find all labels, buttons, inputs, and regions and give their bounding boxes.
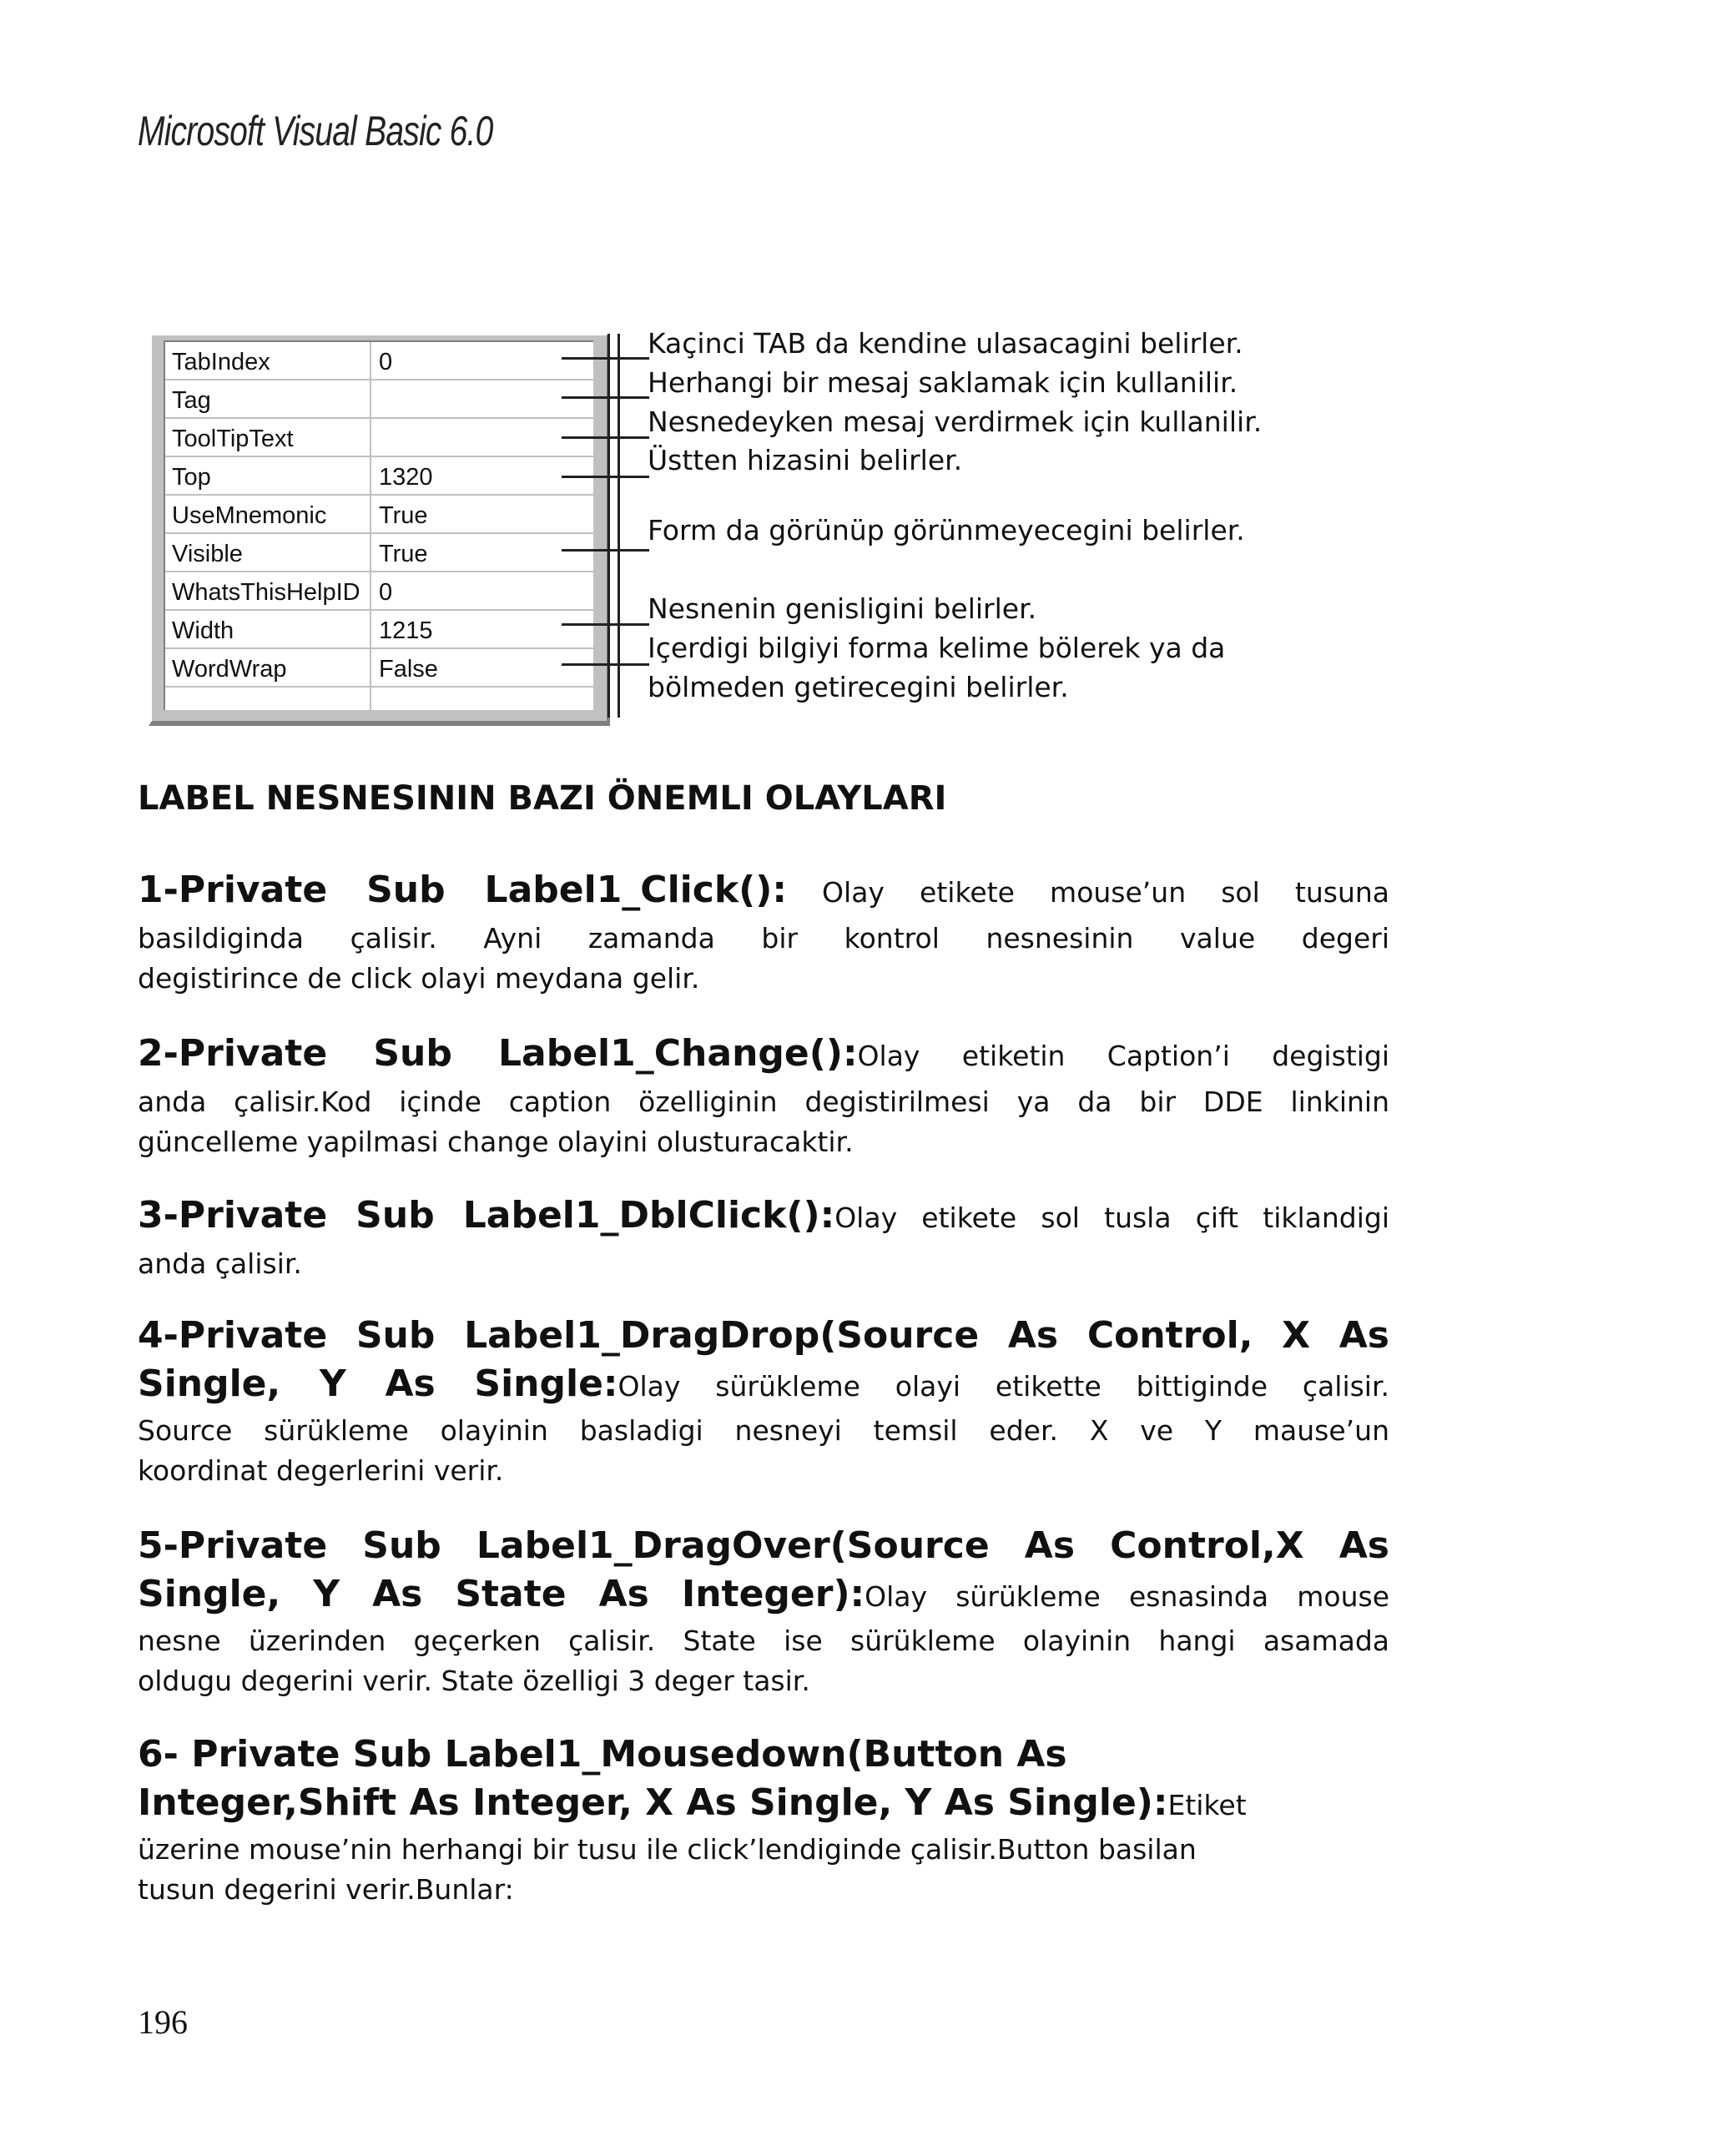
- property-row: [165, 419, 593, 457]
- event-signature: Integer,Shift As Integer, X As Single, Y As Single):: [138, 1781, 1168, 1824]
- event-description-line: güncelleme yapilmasi change olayini olusturacaktir.: [138, 1126, 854, 1158]
- event-description: Etiket: [1167, 1789, 1247, 1821]
- property-row: [165, 496, 593, 534]
- property-name: Visible: [172, 541, 243, 567]
- event-block-dblclick: [138, 1190, 1389, 1284]
- event-signature: 4-Private Sub Label1_DragDrop(Source As Control, X As: [138, 1314, 1389, 1357]
- event-signature: 3-Private Sub Label1_DblClick():: [138, 1194, 835, 1237]
- property-row: [165, 380, 593, 419]
- event-first-line: [138, 1028, 1389, 1082]
- property-row: [165, 457, 593, 496]
- event-signature: Single, Y As Single:: [138, 1363, 618, 1405]
- property-name: WhatsThisHelpID: [172, 579, 360, 606]
- property-value: True: [379, 541, 428, 567]
- connector-line: [562, 476, 649, 478]
- event-block-click: [138, 864, 1389, 999]
- property-value: True: [379, 502, 428, 529]
- callout-text: bölmeden getirecegini belirler.: [648, 671, 1069, 703]
- properties-window-screenshot: [149, 334, 610, 726]
- property-name: ToolTipText: [172, 426, 294, 452]
- connector-line: [562, 623, 649, 626]
- event-description-line: nesne üzerinden geçerken çalisir. State ise sürükleme olayinin hangi asamada: [138, 1625, 1389, 1657]
- property-row: [165, 649, 593, 688]
- event-description-line: oldugu degerini verir. State özelligi 3 deger tasir.: [138, 1665, 810, 1697]
- property-grid: [164, 340, 593, 710]
- event-first-line: [138, 1360, 1389, 1411]
- page-number: 196: [138, 2003, 188, 2041]
- connector-vertical: [618, 334, 620, 718]
- event-signature: 5-Private Sub Label1_DragOver(Source As Control,X As: [138, 1524, 1389, 1567]
- property-value: 1320: [379, 464, 433, 491]
- connector-line: [562, 357, 649, 360]
- connector-line: [562, 436, 649, 439]
- property-name: Tag: [172, 387, 211, 414]
- callout-text: Kaçinci TAB da kendine ulasacagini belirler.: [648, 327, 1243, 360]
- connector-line: [562, 663, 649, 666]
- property-value: 0: [379, 349, 393, 375]
- callout-text: Herhangi bir mesaj saklamak için kullanilir.: [648, 366, 1238, 399]
- event-description-line: tusun degerini verir.Bunlar:: [138, 1873, 514, 1906]
- event-block-change: [138, 1028, 1389, 1162]
- event-first-line: [138, 1779, 1389, 1830]
- event-description-line: Source sürükleme olayinin basladigi nesneyi temsil eder. X ve Y mause’un: [138, 1414, 1389, 1447]
- callout-text: Nesnedeyken mesaj verdirmek için kullanilir.: [648, 406, 1263, 438]
- callout-text: Form da görünüp görünmeyecegini belirler.: [648, 514, 1245, 547]
- event-description: Olay sürükleme esnasinda mouse: [865, 1580, 1389, 1613]
- property-row-empty: [165, 688, 593, 726]
- event-description-line: koordinat degerlerini verir.: [138, 1454, 504, 1487]
- event-signature: 2-Private Sub Label1_Change():: [138, 1032, 858, 1075]
- connector-vertical: [607, 334, 610, 718]
- section-heading: LABEL NESNESININ BAZI ÖNEMLI OLAYLARI: [138, 779, 947, 818]
- event-block-dragover: [138, 1522, 1389, 1701]
- event-description: Olay etikete mouse’un sol tusuna: [786, 876, 1390, 909]
- event-block-dragdrop: [138, 1312, 1389, 1491]
- event-signature: 1-Private Sub Label1_Click():: [138, 869, 787, 911]
- property-value: 0: [379, 579, 393, 606]
- event-first-line: [138, 864, 1389, 919]
- event-description: Olay sürükleme olayi etikette bittiginde çalisir.: [618, 1370, 1390, 1403]
- callout-text: Nesnenin genisligini belirler.: [648, 592, 1037, 625]
- running-header: Microsoft Visual Basic 6.0: [138, 108, 493, 154]
- event-description-line: anda çalisir.: [138, 1247, 302, 1280]
- connector-line: [562, 396, 649, 399]
- property-row: [165, 611, 593, 649]
- callout-text: Içerdigi bilgiyi forma kelime bölerek ya da: [648, 632, 1226, 664]
- callout-text: Üstten hizasini belirler.: [648, 444, 963, 476]
- property-row: [165, 534, 593, 572]
- property-name: WordWrap: [172, 656, 287, 683]
- event-description: Olay etikete sol tusla çift tiklandigi: [834, 1201, 1390, 1234]
- event-description: Olay etiketin Caption’i degistigi: [857, 1040, 1389, 1072]
- property-name: Top: [172, 464, 211, 491]
- property-name: UseMnemonic: [172, 502, 327, 529]
- connector-line: [562, 549, 649, 552]
- event-description-line: degistirince de click olayi meydana gelir.: [138, 962, 700, 995]
- property-value: 1215: [379, 617, 433, 644]
- property-value: False: [379, 656, 438, 683]
- property-row: [165, 572, 593, 611]
- event-signature: Single, Y As State As Integer):: [138, 1573, 865, 1615]
- property-name: TabIndex: [172, 349, 270, 375]
- event-first-line: [138, 1190, 1389, 1244]
- event-signature: 6- Private Sub Label1_Mousedown(Button As: [138, 1733, 1067, 1776]
- event-description-line: anda çalisir.Kod içinde caption özelliginin degistirilmesi ya da bir DDE linkinin: [138, 1086, 1389, 1118]
- event-description-line: basildiginda çalisir. Ayni zamanda bir kontrol nesnesinin value degeri: [138, 922, 1389, 955]
- property-row: [165, 342, 593, 380]
- event-description-line: üzerine mouse’nin herhangi bir tusu ile click’lendiginde çalisir.Button basilan: [138, 1833, 1197, 1866]
- event-block-mousedown: [138, 1730, 1389, 1910]
- property-name: Width: [172, 617, 234, 644]
- event-first-line: [138, 1570, 1389, 1621]
